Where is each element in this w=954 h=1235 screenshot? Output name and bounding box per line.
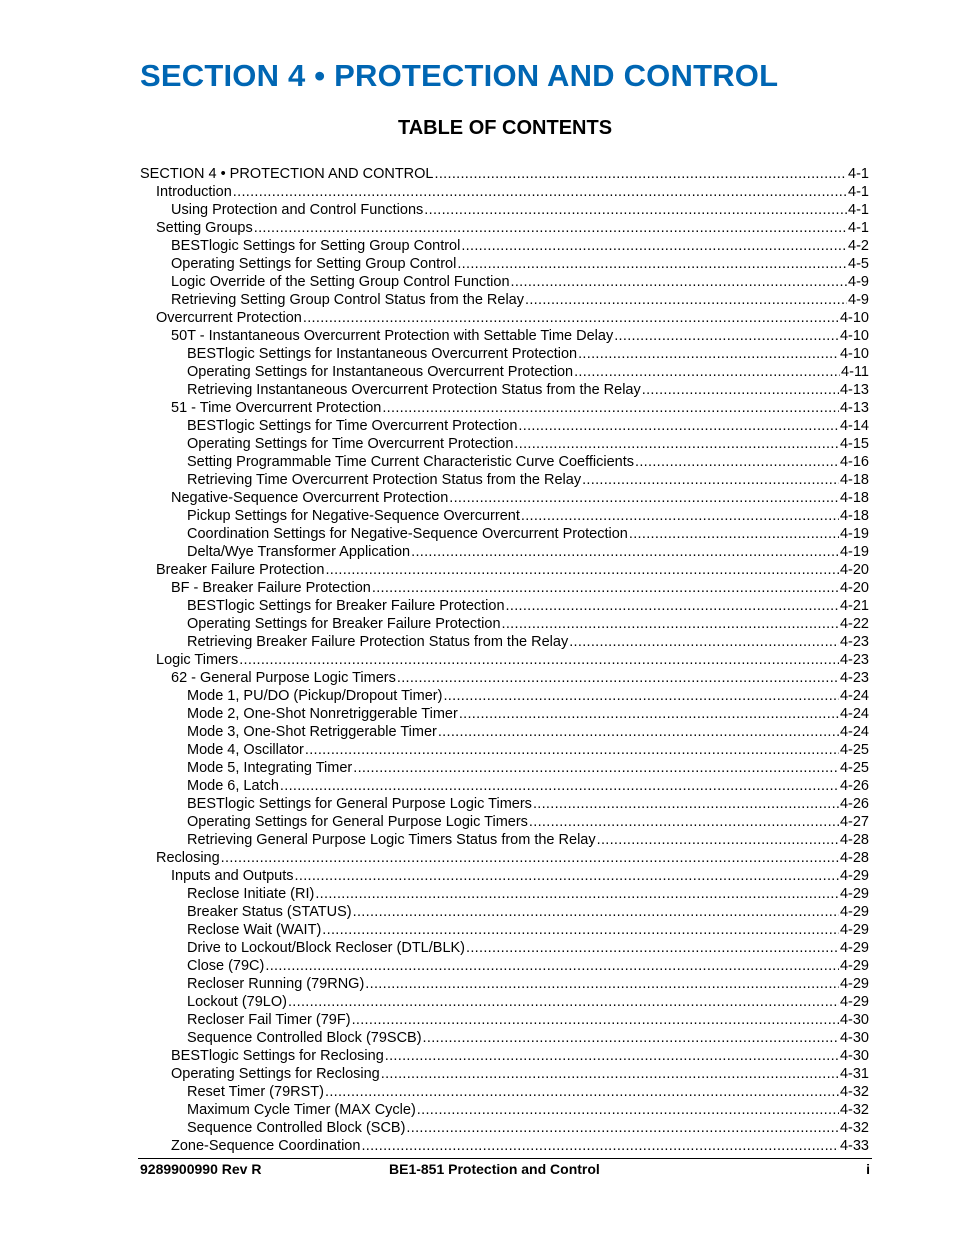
toc-entry-page: 4-27 (839, 814, 869, 830)
toc-entry-title: Retrieving Setting Group Control Status from the Relay (171, 292, 524, 308)
toc-entry-title: BESTlogic Settings for Setting Group Control (171, 238, 461, 254)
toc-entry[interactable] (140, 1011, 869, 1029)
toc-entry-page: 4-2 (848, 238, 869, 254)
dot-leader (411, 543, 839, 561)
toc-entry-page: 4-29 (839, 958, 869, 974)
dot-leader (372, 579, 839, 597)
toc-entry[interactable] (140, 435, 869, 453)
dot-leader (295, 867, 839, 885)
toc-entry[interactable] (140, 669, 869, 687)
toc-entry[interactable] (140, 471, 869, 489)
toc-entry[interactable] (140, 399, 869, 417)
toc-entry-title: Setting Groups (156, 220, 253, 236)
dot-leader (322, 921, 839, 939)
toc-entry-title: Mode 3, One-Shot Retriggerable Timer (187, 724, 437, 740)
toc-entry-title: Negative-Sequence Overcurrent Protection (171, 490, 449, 506)
section-title: SECTION 4 • PROTECTION AND CONTROL (140, 58, 779, 93)
toc-entry-title: Breaker Failure Protection (156, 562, 325, 578)
toc-entry-title: Operating Settings for Setting Group Control (171, 256, 457, 272)
toc-entry[interactable] (140, 921, 869, 939)
toc-entry-title: Mode 5, Integrating Timer (187, 760, 353, 776)
dot-leader (461, 237, 847, 255)
toc-entry-title: Logic Override of the Setting Group Control Function (171, 274, 510, 290)
toc-entry[interactable] (140, 1029, 869, 1047)
dot-leader (305, 741, 839, 759)
toc-entry-page: 4-1 (848, 166, 869, 182)
toc-entry-page: 4-29 (839, 868, 869, 884)
toc-entry-title: BESTlogic Settings for Reclosing (171, 1048, 384, 1064)
toc-entry[interactable] (140, 759, 869, 777)
toc-entry-title: Operating Settings for Instantaneous Overcurrent Protection (187, 364, 574, 380)
toc-entry-title: Operating Settings for Time Overcurrent Protection (187, 436, 514, 452)
toc-entry[interactable] (140, 219, 869, 237)
toc-entry[interactable] (140, 579, 869, 597)
toc-entry-page: 4-28 (839, 832, 869, 848)
dot-leader (353, 903, 839, 921)
toc-entry-title: Recloser Running (79RNG) (187, 976, 365, 992)
toc-entry-title: Mode 6, Latch (187, 778, 279, 794)
dot-leader (502, 615, 839, 633)
dot-leader (280, 777, 839, 795)
toc-entry-title: Reclose Wait (WAIT) (187, 922, 322, 938)
toc-entry-title: Zone-Sequence Coordination (171, 1138, 361, 1154)
dot-leader (382, 399, 839, 417)
toc-entry-page: 4-9 (848, 274, 869, 290)
document-title: BE1-851 Protection and Control (389, 1161, 600, 1177)
toc-entry-page: 4-25 (839, 742, 869, 758)
toc-entry-page: 4-5 (848, 256, 869, 272)
toc-entry[interactable] (140, 957, 869, 975)
toc-entry-page: 4-29 (839, 904, 869, 920)
toc-entry-page: 4-31 (839, 1066, 869, 1082)
toc-entry-title: Mode 4, Oscillator (187, 742, 304, 758)
toc-entry[interactable] (140, 309, 869, 327)
toc-entry-page: 4-26 (839, 796, 869, 812)
toc-entry-page: 4-23 (839, 634, 869, 650)
toc-entry-title: Reclosing (156, 850, 220, 866)
document-number: 9289900990 Rev R (140, 1161, 262, 1177)
toc-entry-title: Close (79C) (187, 958, 265, 974)
dot-leader (574, 363, 840, 381)
toc-entry-page: 4-19 (839, 544, 869, 560)
dot-leader (325, 561, 839, 579)
dot-leader (578, 345, 839, 363)
dot-leader (397, 669, 839, 687)
dot-leader (635, 453, 839, 471)
dot-leader (582, 471, 839, 489)
dot-leader (525, 291, 847, 309)
dot-leader (642, 381, 839, 399)
dot-leader (438, 723, 839, 741)
toc-entry-page: 4-9 (848, 292, 869, 308)
toc-entry-title: Logic Timers (156, 652, 239, 668)
dot-leader (221, 849, 839, 867)
dot-leader (381, 1065, 839, 1083)
toc-entry-title: Breaker Status (STATUS) (187, 904, 352, 920)
dot-leader (406, 1119, 839, 1137)
toc-entry-title: Retrieving Breaker Failure Protection Status from the Relay (187, 634, 569, 650)
toc-entry-page: 4-30 (839, 1030, 869, 1046)
toc-entry-page: 4-22 (839, 616, 869, 632)
toc-entry[interactable] (140, 615, 869, 633)
toc-entry[interactable] (140, 453, 869, 471)
toc-entry-page: 4-1 (848, 184, 869, 200)
toc-entry[interactable] (140, 561, 869, 579)
toc-entry-page: 4-15 (839, 436, 869, 452)
dot-leader (265, 957, 839, 975)
toc-entry-title: Mode 2, One-Shot Nonretriggerable Timer (187, 706, 458, 722)
toc-entry-page: 4-10 (839, 346, 869, 362)
toc-entry-page: 4-29 (839, 994, 869, 1010)
dot-leader (459, 705, 839, 723)
toc-entry-title: Setting Programmable Time Current Characteristic Curve Coefficients (187, 454, 634, 470)
toc-entry-title: Sequence Controlled Block (79SCB) (187, 1030, 422, 1046)
toc-entry[interactable] (140, 345, 869, 363)
toc-entry-page: 4-29 (839, 976, 869, 992)
toc-entry-title: Reclose Initiate (RI) (187, 886, 315, 902)
toc-entry-title: 50T - Instantaneous Overcurrent Protection with Settable Time Delay (171, 328, 614, 344)
toc-entry-title: Overcurrent Protection (156, 310, 302, 326)
toc-entry-page: 4-23 (839, 670, 869, 686)
toc-entry[interactable] (140, 525, 869, 543)
dot-leader (629, 525, 839, 543)
toc-entry[interactable] (140, 903, 869, 921)
toc-entry-title: 51 - Time Overcurrent Protection (171, 400, 382, 416)
toc-entry-page: 4-28 (839, 850, 869, 866)
dot-leader (352, 1011, 839, 1029)
toc-entry[interactable] (140, 849, 869, 867)
toc-entry-title: BESTlogic Settings for General Purpose Logic Timers (187, 796, 532, 812)
toc-entry-title: Using Protection and Control Functions (171, 202, 424, 218)
dot-leader (529, 813, 839, 831)
table-of-contents (140, 165, 869, 1155)
toc-entry[interactable] (140, 651, 869, 669)
toc-entry-title: Retrieving Time Overcurrent Protection Status from the Relay (187, 472, 582, 488)
toc-entry[interactable] (140, 741, 869, 759)
dot-leader (233, 183, 847, 201)
toc-entry[interactable] (140, 507, 869, 525)
dot-leader (597, 831, 839, 849)
toc-entry[interactable] (140, 489, 869, 507)
toc-entry[interactable] (140, 1083, 869, 1101)
toc-entry[interactable] (140, 687, 869, 705)
toc-entry-title: 62 - General Purpose Logic Timers (171, 670, 396, 686)
dot-leader (288, 993, 839, 1011)
toc-entry[interactable] (140, 939, 869, 957)
toc-entry-page: 4-32 (839, 1084, 869, 1100)
dot-leader (518, 417, 839, 435)
toc-entry[interactable] (140, 885, 869, 903)
toc-entry-title: BESTlogic Settings for Breaker Failure Protection (187, 598, 505, 614)
toc-entry-page: 4-24 (839, 706, 869, 722)
dot-leader (614, 327, 839, 345)
dot-leader (424, 201, 847, 219)
toc-entry-title: Operating Settings for General Purpose Logic Timers (187, 814, 528, 830)
toc-entry-page: 4-29 (839, 940, 869, 956)
toc-entry[interactable] (140, 237, 869, 255)
toc-entry[interactable] (140, 273, 869, 291)
dot-leader (315, 885, 839, 903)
toc-entry-page: 4-20 (839, 562, 869, 578)
dot-leader (385, 1047, 839, 1065)
toc-entry[interactable] (140, 705, 869, 723)
toc-entry[interactable] (140, 1101, 869, 1119)
toc-entry-page: 4-13 (839, 382, 869, 398)
dot-leader (449, 489, 839, 507)
dot-leader (361, 1137, 839, 1155)
toc-entry[interactable] (140, 381, 869, 399)
footer-divider (138, 1158, 872, 1159)
toc-entry[interactable] (140, 1119, 869, 1137)
toc-entry-page: 4-20 (839, 580, 869, 596)
toc-entry-page: 4-30 (839, 1048, 869, 1064)
toc-entry-page: 4-10 (839, 310, 869, 326)
toc-entry[interactable] (140, 363, 869, 381)
toc-entry-page: 4-26 (839, 778, 869, 794)
dot-leader (239, 651, 839, 669)
toc-entry[interactable] (140, 201, 869, 219)
toc-entry[interactable] (140, 543, 869, 561)
toc-entry-page: 4-24 (839, 724, 869, 740)
toc-entry-title: Retrieving General Purpose Logic Timers Status from the Relay (187, 832, 596, 848)
toc-entry-page: 4-25 (839, 760, 869, 776)
dot-leader (506, 597, 839, 615)
toc-entry-page: 4-32 (839, 1102, 869, 1118)
toc-entry-page: 4-18 (839, 472, 869, 488)
toc-entry-title: Introduction (156, 184, 232, 200)
toc-entry-page: 4-21 (839, 598, 869, 614)
dot-leader (569, 633, 839, 651)
toc-entry-page: 4-32 (839, 1120, 869, 1136)
dot-leader (466, 939, 839, 957)
toc-entry[interactable] (140, 597, 869, 615)
toc-entry-page: 4-11 (841, 364, 869, 380)
toc-entry-title: BF - Breaker Failure Protection (171, 580, 371, 596)
toc-entry-title: Operating Settings for Breaker Failure Protection (187, 616, 501, 632)
toc-entry-title: SECTION 4 • PROTECTION AND CONTROL (140, 166, 434, 182)
toc-entry-title: Delta/Wye Transformer Application (187, 544, 411, 560)
toc-entry[interactable] (140, 831, 869, 849)
dot-leader (325, 1083, 839, 1101)
toc-entry-title: Drive to Lockout/Block Recloser (DTL/BLK) (187, 940, 466, 956)
toc-entry[interactable] (140, 1047, 869, 1065)
toc-entry[interactable] (140, 975, 869, 993)
toc-entry[interactable] (140, 183, 869, 201)
toc-entry-page: 4-14 (839, 418, 869, 434)
toc-entry-title: Reset Timer (79RST) (187, 1084, 324, 1100)
toc-entry-title: Lockout (79LO) (187, 994, 287, 1010)
dot-leader (417, 1101, 839, 1119)
dot-leader (365, 975, 839, 993)
dot-leader (533, 795, 839, 813)
toc-entry-title: Sequence Controlled Block (SCB) (187, 1120, 406, 1136)
toc-entry-page: 4-18 (839, 508, 869, 524)
dot-leader (435, 165, 848, 183)
toc-entry-page: 4-29 (839, 922, 869, 938)
page-footer (140, 1161, 870, 1179)
dot-leader (254, 219, 847, 237)
toc-entry[interactable] (140, 867, 869, 885)
toc-entry[interactable] (140, 255, 869, 273)
toc-entry-title: Maximum Cycle Timer (MAX Cycle) (187, 1102, 416, 1118)
toc-entry-title: BESTlogic Settings for Instantaneous Overcurrent Protection (187, 346, 578, 362)
toc-entry[interactable] (140, 1065, 869, 1083)
toc-entry[interactable] (140, 165, 869, 183)
toc-entry-page: 4-1 (848, 220, 869, 236)
toc-entry-page: 4-29 (839, 886, 869, 902)
toc-entry-page: 4-1 (848, 202, 869, 218)
toc-entry-page: 4-16 (839, 454, 869, 470)
toc-entry[interactable] (140, 1137, 869, 1155)
dot-leader (423, 1029, 839, 1047)
toc-heading: TABLE OF CONTENTS (397, 117, 613, 139)
dot-leader (514, 435, 839, 453)
toc-entry-page: 4-33 (839, 1138, 869, 1154)
toc-entry-title: Pickup Settings for Negative-Sequence Overcurrent (187, 508, 520, 524)
page-number: i (866, 1161, 870, 1177)
toc-entry-title: Coordination Settings for Negative-Sequence Overcurrent Protection (187, 526, 628, 542)
toc-entry[interactable] (140, 993, 869, 1011)
toc-entry[interactable] (140, 777, 869, 795)
dot-leader (303, 309, 839, 327)
toc-entry-title: BESTlogic Settings for Time Overcurrent Protection (187, 418, 518, 434)
toc-entry[interactable] (140, 291, 869, 309)
dot-leader (353, 759, 839, 777)
toc-entry[interactable] (140, 327, 869, 345)
toc-entry-page: 4-13 (839, 400, 869, 416)
dot-leader (521, 507, 839, 525)
toc-entry-page: 4-24 (839, 688, 869, 704)
toc-entry-page: 4-10 (839, 328, 869, 344)
toc-entry[interactable] (140, 813, 869, 831)
toc-entry[interactable] (140, 417, 869, 435)
dot-leader (457, 255, 847, 273)
toc-entry[interactable] (140, 795, 869, 813)
toc-entry-page: 4-18 (839, 490, 869, 506)
toc-entry[interactable] (140, 633, 869, 651)
dot-leader (511, 273, 848, 291)
dot-leader (443, 687, 839, 705)
toc-entry-page: 4-23 (839, 652, 869, 668)
toc-entry-page: 4-30 (839, 1012, 869, 1028)
toc-entry-title: Mode 1, PU/DO (Pickup/Dropout Timer) (187, 688, 443, 704)
toc-entry-title: Operating Settings for Reclosing (171, 1066, 380, 1082)
toc-entry-page: 4-19 (839, 526, 869, 542)
toc-entry[interactable] (140, 723, 869, 741)
toc-entry-title: Retrieving Instantaneous Overcurrent Protection Status from the Relay (187, 382, 641, 398)
toc-entry-title: Recloser Fail Timer (79F) (187, 1012, 351, 1028)
toc-entry-title: Inputs and Outputs (171, 868, 294, 884)
